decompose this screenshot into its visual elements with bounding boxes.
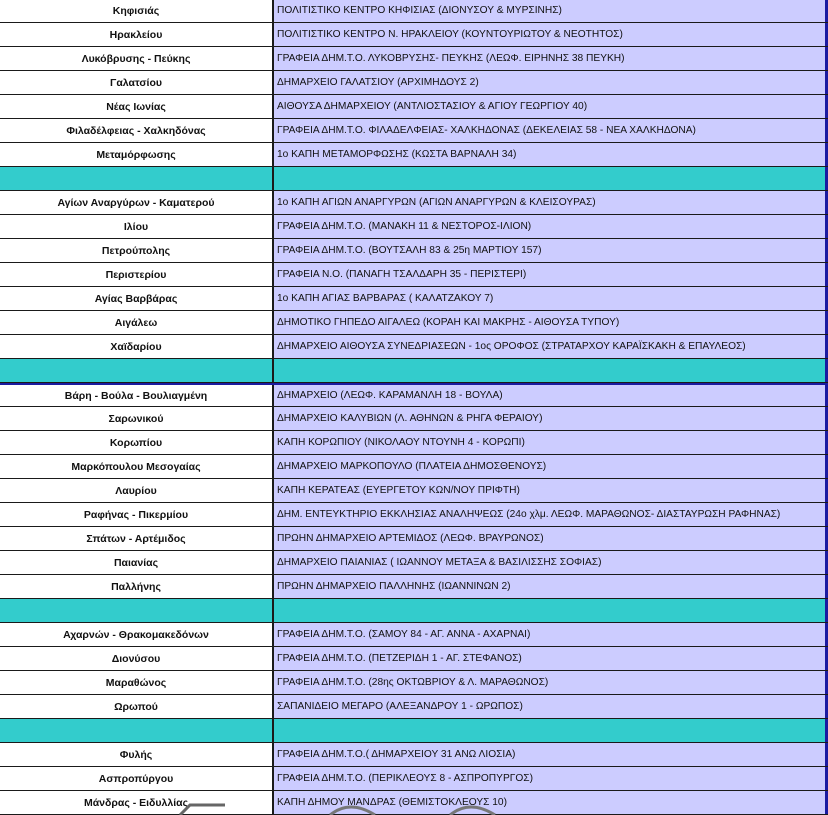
location-cell[interactable]: ΔΗΜΑΡΧΕΙΟ ΜΑΡΚΟΠΟΥΛΟ (ΠΛΑΤΕΙΑ ΔΗΜΟΣΘΕΝΟΥΣ): [274, 455, 828, 478]
municipality-cell[interactable]: Φιλαδέλφειας - Χαλκηδόνας: [0, 119, 274, 142]
municipality-cell[interactable]: Κηφισιάς: [0, 0, 274, 22]
location-cell[interactable]: ΓΡΑΦΕΙΑ ΔΗΜ.Τ.Ο. ΦΙΛΑΔΕΛΦΕΙΑΣ- ΧΑΛΚΗΔΟΝΑΣ (ΔΕΚΕΛΕΙΑΣ 58 - ΝΕΑ ΧΑΛΚΗΔΟΝΑ): [274, 119, 828, 142]
table-row: [0, 23, 828, 47]
municipality-cell[interactable]: Γαλατσίου: [0, 71, 274, 94]
location-cell[interactable]: 1ο ΚΑΠΗ ΑΓΙΑΣ ΒΑΡΒΑΡΑΣ ( ΚΑΛΑΤΖΑΚΟΥ 7): [274, 287, 828, 310]
location-cell[interactable]: ΔΗΜΑΡΧΕΙΟ ΠΑΙΑΝΙΑΣ ( ΙΩΑΝΝΟΥ ΜΕΤΑΞΑ & ΒΑΣΙΛΙΣΣΗΣ ΣΟΦΙΑΣ): [274, 551, 828, 574]
table-row: [0, 455, 828, 479]
municipality-cell[interactable]: Αχαρνών - Θρακομακεδόνων: [0, 623, 274, 646]
table-row: [0, 71, 828, 95]
location-cell[interactable]: [274, 719, 828, 742]
table-row: [0, 575, 828, 599]
location-cell[interactable]: ΓΡΑΦΕΙΑ ΔΗΜ.Τ.Ο. (ΒΟΥΤΣΑΛΗ 83 & 25η ΜΑΡΤΙΟΥ 157): [274, 239, 828, 262]
location-cell[interactable]: ΑΙΘΟΥΣΑ ΔΗΜΑΡΧΕΙΟΥ (ΑΝΤΛΙΟΣΤΑΣΙΟΥ & ΑΓΙΟΥ ΓΕΩΡΓΙΟΥ 40): [274, 95, 828, 118]
municipality-cell[interactable]: Μαρκόπουλου Μεσογαίας: [0, 455, 274, 478]
municipality-cell[interactable]: [0, 359, 274, 382]
location-cell[interactable]: ΔΗΜΑΡΧΕΙΟ ΓΑΛΑΤΣΙΟΥ (ΑΡΧΙΜΗΔΟΥΣ 2): [274, 71, 828, 94]
location-cell[interactable]: ΠΟΛΙΤΙΣΤΙΚΟ ΚΕΝΤΡΟ Ν. ΗΡΑΚΛΕΙΟΥ (ΚΟΥΝΤΟΥΡΙΩΤΟΥ & ΝΕΟΤΗΤΟΣ): [274, 23, 828, 46]
municipality-cell[interactable]: Παλλήνης: [0, 575, 274, 598]
table-row: [0, 503, 828, 527]
table-row: [0, 431, 828, 455]
municipality-cell[interactable]: Ιλίου: [0, 215, 274, 238]
municipality-cell[interactable]: Διονύσου: [0, 647, 274, 670]
municipality-cell[interactable]: Χαϊδαρίου: [0, 335, 274, 358]
location-cell[interactable]: ΚΑΠΗ ΔΗΜΟΥ ΜΑΝΔΡΑΣ (ΘΕΜΙΣΤΟΚΛΕΟΥΣ 10): [274, 791, 828, 814]
municipality-cell[interactable]: [0, 719, 274, 742]
municipality-cell[interactable]: Λυκόβρυσης - Πεύκης: [0, 47, 274, 70]
table-row: [0, 767, 828, 791]
location-cell[interactable]: [274, 599, 828, 622]
municipality-cell[interactable]: Μεταμόρφωσης: [0, 143, 274, 166]
location-cell[interactable]: 1ο ΚΑΠΗ ΜΕΤΑΜΟΡΦΩΣΗΣ (ΚΩΣΤΑ ΒΑΡΝΑΛΗ 34): [274, 143, 828, 166]
separator-row: [0, 719, 828, 743]
table-row: [0, 791, 828, 815]
table-row: [0, 407, 828, 431]
table-row: [0, 239, 828, 263]
table-row: [0, 695, 828, 719]
municipality-cell[interactable]: Πετρούπολης: [0, 239, 274, 262]
separator-row: [0, 359, 828, 383]
municipality-cell[interactable]: Ωρωπού: [0, 695, 274, 718]
location-cell[interactable]: ΓΡΑΦΕΙΑ ΔΗΜ.Τ.Ο. (28ης ΟΚΤΩΒΡΙΟΥ & Λ. ΜΑΡΑΘΩΝΟΣ): [274, 671, 828, 694]
location-cell[interactable]: ΓΡΑΦΕΙΑ ΔΗΜ.Τ.Ο.( ΔΗΜΑΡΧΕΙΟΥ 31 ΑΝΩ ΛΙΟΣΙΑ): [274, 743, 828, 766]
table-row: [0, 311, 828, 335]
location-cell[interactable]: ΣΑΠΑΝΙΔΕΙΟ ΜΕΓΑΡΟ (ΑΛΕΞΑΝΔΡΟΥ 1 - ΩΡΩΠΟΣ): [274, 695, 828, 718]
separator-row: [0, 599, 828, 623]
municipality-cell[interactable]: Ραφήνας - Πικερμίου: [0, 503, 274, 526]
table-row: [0, 215, 828, 239]
municipality-cell[interactable]: Αγίας Βαρβάρας: [0, 287, 274, 310]
location-cell[interactable]: ΓΡΑΦΕΙΑ ΔΗΜ.Τ.Ο. (ΜΑΝΑΚΗ 11 & ΝΕΣΤΟΡΟΣ-ΙΛΙΟΝ): [274, 215, 828, 238]
location-cell[interactable]: ΔΗΜΑΡΧΕΙΟ ΑΙΘΟΥΣΑ ΣΥΝΕΔΡΙΑΣΕΩΝ - 1ος ΟΡΟΦΟΣ (ΣΤΡΑΤΑΡΧΟΥ ΚΑΡΑΪΣΚΑΚΗ & ΕΠΑΥΛΕΟΣ): [274, 335, 828, 358]
municipality-cell[interactable]: Λαυρίου: [0, 479, 274, 502]
location-cell[interactable]: [274, 167, 828, 190]
table-row: [0, 191, 828, 215]
table-row: [0, 263, 828, 287]
table-row: [0, 119, 828, 143]
location-cell[interactable]: ΓΡΑΦΕΙΑ Ν.Ο. (ΠΑΝΑΓΗ ΤΣΑΛΔΑΡΗ 35 - ΠΕΡΙΣΤΕΡΙ): [274, 263, 828, 286]
municipality-cell[interactable]: [0, 167, 274, 190]
table-row: [0, 383, 828, 407]
table-row: [0, 0, 828, 23]
municipality-cell[interactable]: Ασπροπύργου: [0, 767, 274, 790]
table-row: [0, 47, 828, 71]
municipality-cell[interactable]: Αιγάλεω: [0, 311, 274, 334]
table-row: [0, 527, 828, 551]
municipality-cell[interactable]: Βάρη - Βούλα - Βουλιαγμένη: [0, 385, 274, 406]
location-cell[interactable]: ΔΗΜΑΡΧΕΙΟ ΚΑΛΥΒΙΩΝ (Λ. ΑΘΗΝΩΝ & ΡΗΓΑ ΦΕΡΑΙΟΥ): [274, 407, 828, 430]
municipality-cell[interactable]: Ηρακλείου: [0, 23, 274, 46]
municipality-cell[interactable]: Αγίων Αναργύρων - Καματερού: [0, 191, 274, 214]
table-row: [0, 623, 828, 647]
table-row: [0, 479, 828, 503]
separator-row: [0, 167, 828, 191]
municipality-cell[interactable]: Κορωπίου: [0, 431, 274, 454]
location-cell[interactable]: ΓΡΑΦΕΙΑ ΔΗΜ.Τ.Ο. (ΠΕΤΖΕΡΙΔΗ 1 - ΑΓ. ΣΤΕΦΑΝΟΣ): [274, 647, 828, 670]
table-row: [0, 287, 828, 311]
location-cell[interactable]: ΔΗΜΟΤΙΚΟ ΓΗΠΕΔΟ ΑΙΓΑΛΕΩ (ΚΟΡΑΗ ΚΑΙ ΜΑΚΡΗΣ - ΑΙΘΟΥΣΑ ΤΥΠΟΥ): [274, 311, 828, 334]
location-cell[interactable]: ΔΗΜ. ΕΝΤΕΥΚΤΗΡΙΟ ΕΚΚΛΗΣΙΑΣ ΑΝΑΛΗΨΕΩΣ (24ο χλμ. ΛΕΩΦ. ΜΑΡΑΘΩΝΟΣ- ΔΙΑΣΤΑΥΡΩΣΗ ΡΑΦΗΝΑΣ): [274, 503, 828, 526]
location-cell[interactable]: ΓΡΑΦΕΙΑ ΔΗΜ.Τ.Ο. (ΠΕΡΙΚΛΕΟΥΣ 8 - ΑΣΠΡΟΠΥΡΓΟΣ): [274, 767, 828, 790]
location-cell[interactable]: ΠΡΩΗΝ ΔΗΜΑΡΧΕΙΟ ΠΑΛΛΗΝΗΣ (ΙΩΑΝΝΙΝΩΝ 2): [274, 575, 828, 598]
municipality-cell[interactable]: Νέας Ιωνίας: [0, 95, 274, 118]
municipality-cell[interactable]: Περιστερίου: [0, 263, 274, 286]
table-row: [0, 143, 828, 167]
location-cell[interactable]: ΓΡΑΦΕΙΑ ΔΗΜ.Τ.Ο. (ΣΑΜΟΥ 84 - ΑΓ. ΑΝΝΑ - ΑΧΑΡΝΑΙ): [274, 623, 828, 646]
location-cell[interactable]: ΠΟΛΙΤΙΣΤΙΚΟ ΚΕΝΤΡΟ ΚΗΦΙΣΙΑΣ (ΔΙΟΝΥΣΟΥ & ΜΥΡΣΙΝΗΣ): [274, 0, 828, 22]
location-cell[interactable]: ΓΡΑΦΕΙΑ ΔΗΜ.Τ.Ο. ΛΥΚΟΒΡΥΣΗΣ- ΠΕΥΚΗΣ (ΛΕΩΦ. ΕΙΡΗΝΗΣ 38 ΠΕΥΚΗ): [274, 47, 828, 70]
location-cell[interactable]: ΠΡΩΗΝ ΔΗΜΑΡΧΕΙΟ ΑΡΤΕΜΙΔΟΣ (ΛΕΩΦ. ΒΡΑΥΡΩΝΟΣ): [274, 527, 828, 550]
location-cell[interactable]: [274, 359, 828, 382]
table-row: [0, 743, 828, 767]
municipality-cell[interactable]: Παιανίας: [0, 551, 274, 574]
municipality-cell[interactable]: [0, 599, 274, 622]
table-row: [0, 551, 828, 575]
municipality-cell[interactable]: Φυλής: [0, 743, 274, 766]
municipality-cell[interactable]: Σαρωνικού: [0, 407, 274, 430]
location-cell[interactable]: 1ο ΚΑΠΗ ΑΓΙΩΝ ΑΝΑΡΓΥΡΩΝ (ΑΓΙΩΝ ΑΝΑΡΓΥΡΩΝ & ΚΛΕΙΣΟΥΡΑΣ): [274, 191, 828, 214]
table-row: [0, 95, 828, 119]
location-cell[interactable]: ΔΗΜΑΡΧΕΙΟ (ΛΕΩΦ. ΚΑΡΑΜΑΝΛΗ 18 - ΒΟΥΛΑ): [274, 385, 828, 406]
table-row: [0, 671, 828, 695]
table-row: [0, 647, 828, 671]
location-cell[interactable]: ΚΑΠΗ ΚΟΡΩΠΙΟΥ (ΝΙΚΟΛΑΟΥ ΝΤΟΥΝΗ 4 - ΚΟΡΩΠΙ): [274, 431, 828, 454]
municipality-cell[interactable]: Μαραθώνος: [0, 671, 274, 694]
location-cell[interactable]: ΚΑΠΗ ΚΕΡΑΤΕΑΣ (ΕΥΕΡΓΕΤΟΥ ΚΩΝ/ΝΟΥ ΠΡΙΦΤΗ): [274, 479, 828, 502]
municipality-cell[interactable]: Μάνδρας - Ειδυλλίας: [0, 791, 274, 814]
table-row: [0, 335, 828, 359]
municipality-cell[interactable]: Σπάτων - Αρτέμιδος: [0, 527, 274, 550]
